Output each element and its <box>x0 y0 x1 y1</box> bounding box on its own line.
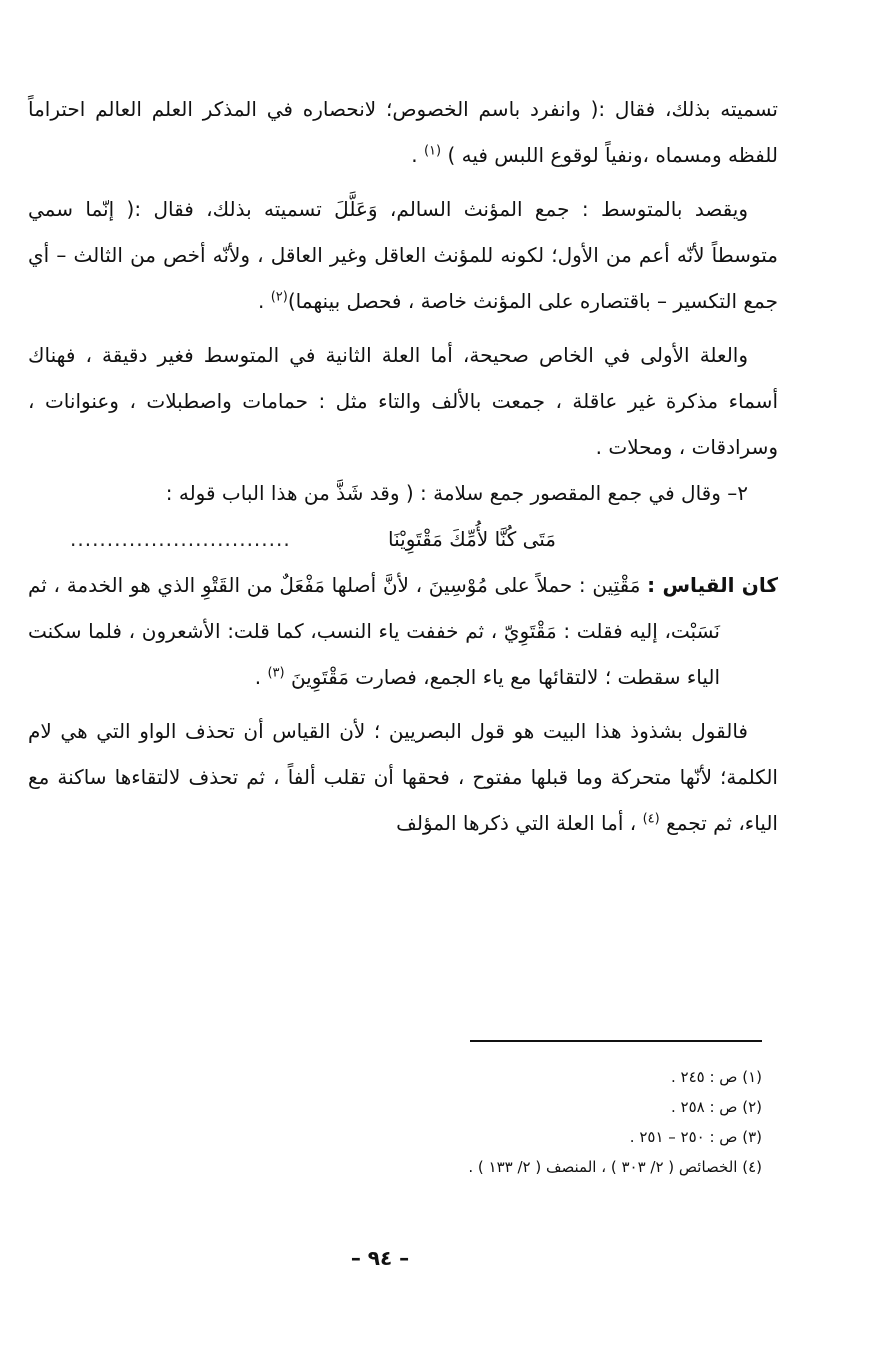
verse-dots: .............................. <box>70 527 291 551</box>
footnote-separator <box>470 1040 762 1042</box>
paragraph-1: تسميته بذلك، فقال :( وانفرد باسم الخصوص؛ لانحصاره في المذكر العلم العالم احتراماً للفظه ومسماه ،ونفياً لوقوع اللبس فيه ) $^{(١)}$ . <box>28 97 778 167</box>
paragraph-3: والعلة الأولى في الخاص صحيحة، أما العلة الثانية في المتوسط فغير دقيقة ، فهناك أسماء مذكرة غير عاقلة ، جمعت بالألف والتاء مثل : حمامات واصطبلات ، وعنوانات ، وسرادقات ، ومحلات . <box>28 343 778 459</box>
qiyas-heading: كان القياس : <box>647 573 778 597</box>
qiyas-paragraph: كان القياس : مَقْتِين : حملاً على مُوْسِينَ ، لأنَّ أصلها مَفْعَلٌ من القَتْوِ الذي هو الخدمة ، ثم نَسَبْت، إليه فقلت : مَقْتَوِيّ ، ثم خففت ياء النسب، كما قلت: الأشعرون ، فلما سكنت الياء سقطت ؛ لالتقائها مع ياء الجمع، فصارت مَقْتَوِينَ $^{(٣)}$ . <box>28 573 778 689</box>
footnotes <box>342 1062 762 1182</box>
paragraph-4: ٢– وقال في جمع المقصور جمع سلامة : ( وقد شَذَّ من هذا الباب قوله : <box>165 481 748 505</box>
footnote-ref-1: (١) <box>423 143 442 159</box>
page-number: – ٩٤ – <box>350 1246 410 1270</box>
main-text <box>28 86 778 846</box>
footnote-ref-2: (٢) <box>270 289 288 305</box>
footnote-ref-3: (٣) <box>267 665 285 681</box>
footnote-1: (١) ص : ٢٤٥ . <box>671 1068 762 1086</box>
footnote-ref-4: (٤) <box>642 811 660 827</box>
verse-text: مَتَى كُنَّا لأُمِّكَ مَقْتَوِيْنَا <box>388 527 557 551</box>
footnote-4: (٤) الخصائص ( ٢/ ٣٠٣ ) ، المنصف ( ٢/ ١٣٣ ) . <box>468 1158 762 1176</box>
paragraph-2: ويقصد بالمتوسط : جمع المؤنث السالم، وَعَلَّلَ تسميته بذلك، فقال :( إنّما سمي متوسطاً لأنّه أعم من الأول؛ لكونه للمؤنث العاقل وغير العاقل ، ولأنّه أخص من الثالث – أي جمع التكسير – باقتصاره على المؤنث خاصة ، فحصل بينهما)$^{(٢)}$ . <box>28 197 778 313</box>
footnote-2: (٢) ص : ٢٥٨ . <box>671 1098 762 1116</box>
footnote-3: (٣) ص : ٢٥٠ – ٢٥١ . <box>629 1128 762 1146</box>
poetry-verse <box>28 516 778 562</box>
paragraph-5: فالقول بشذوذ هذا البيت هو قول البصريين ؛ لأن القياس أن تحذف الواو التي هي لام الكلمة؛ لأنّها متحركة وما قبلها مفتوح ، فحقها أن تقلب ألفاً ، ثم تحذف لالتقاءها ساكنة مع الياء، ثم تجمع $^{(٤)}$ ، أما العلة التي ذكرها المؤلف <box>28 719 778 835</box>
